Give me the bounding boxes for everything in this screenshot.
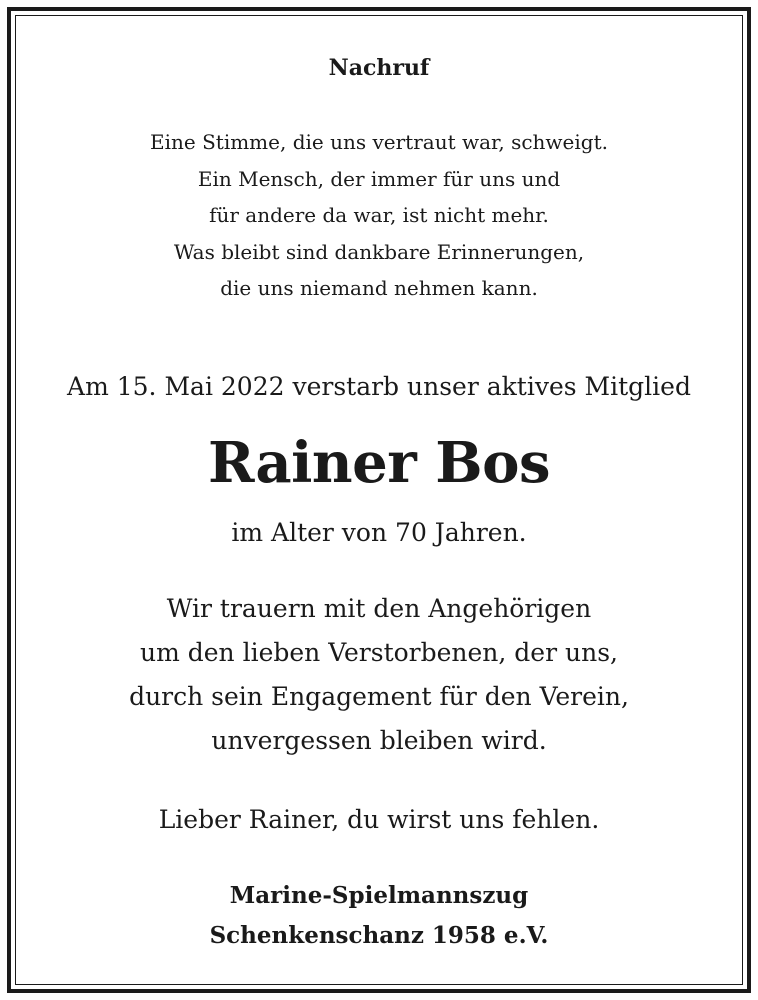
death-announcement: Am 15. Mai 2022 verstarb unser aktives Mitglied [67, 372, 691, 401]
signature [0, 876, 758, 956]
tribute-line: um den lieben Verstorbenen, der uns, [140, 638, 618, 667]
deceased-name: Rainer Bos [208, 430, 550, 496]
signature-line: Marine-Spielmannszug [229, 882, 529, 909]
tribute-line: Wir trauern mit den Angehörigen [166, 594, 592, 623]
deceased-age: im Alter von 70 Jahren. [231, 518, 527, 547]
tribute-line: unvergessen bleiben wird. [211, 726, 547, 755]
notice-heading: Nachruf [328, 55, 430, 81]
poem-line: Was bleibt sind dankbare Erinnerungen, [173, 239, 585, 264]
poem-line: Eine Stimme, die uns vertraut war, schweigt. [150, 130, 608, 154]
signature-line: Schenkenschanz 1958 e.V. [209, 922, 549, 949]
poem-line: Ein Mensch, der immer für uns und [197, 166, 561, 191]
farewell-line: Lieber Rainer, du wirst uns fehlen. [158, 805, 600, 834]
poem [0, 124, 758, 307]
poem-line: die uns niemand nehmen kann. [220, 276, 538, 300]
tribute-line: durch sein Engagement für den Verein, [129, 682, 629, 711]
poem-line: für andere da war, ist nicht mehr. [209, 203, 549, 227]
tribute [0, 587, 758, 763]
